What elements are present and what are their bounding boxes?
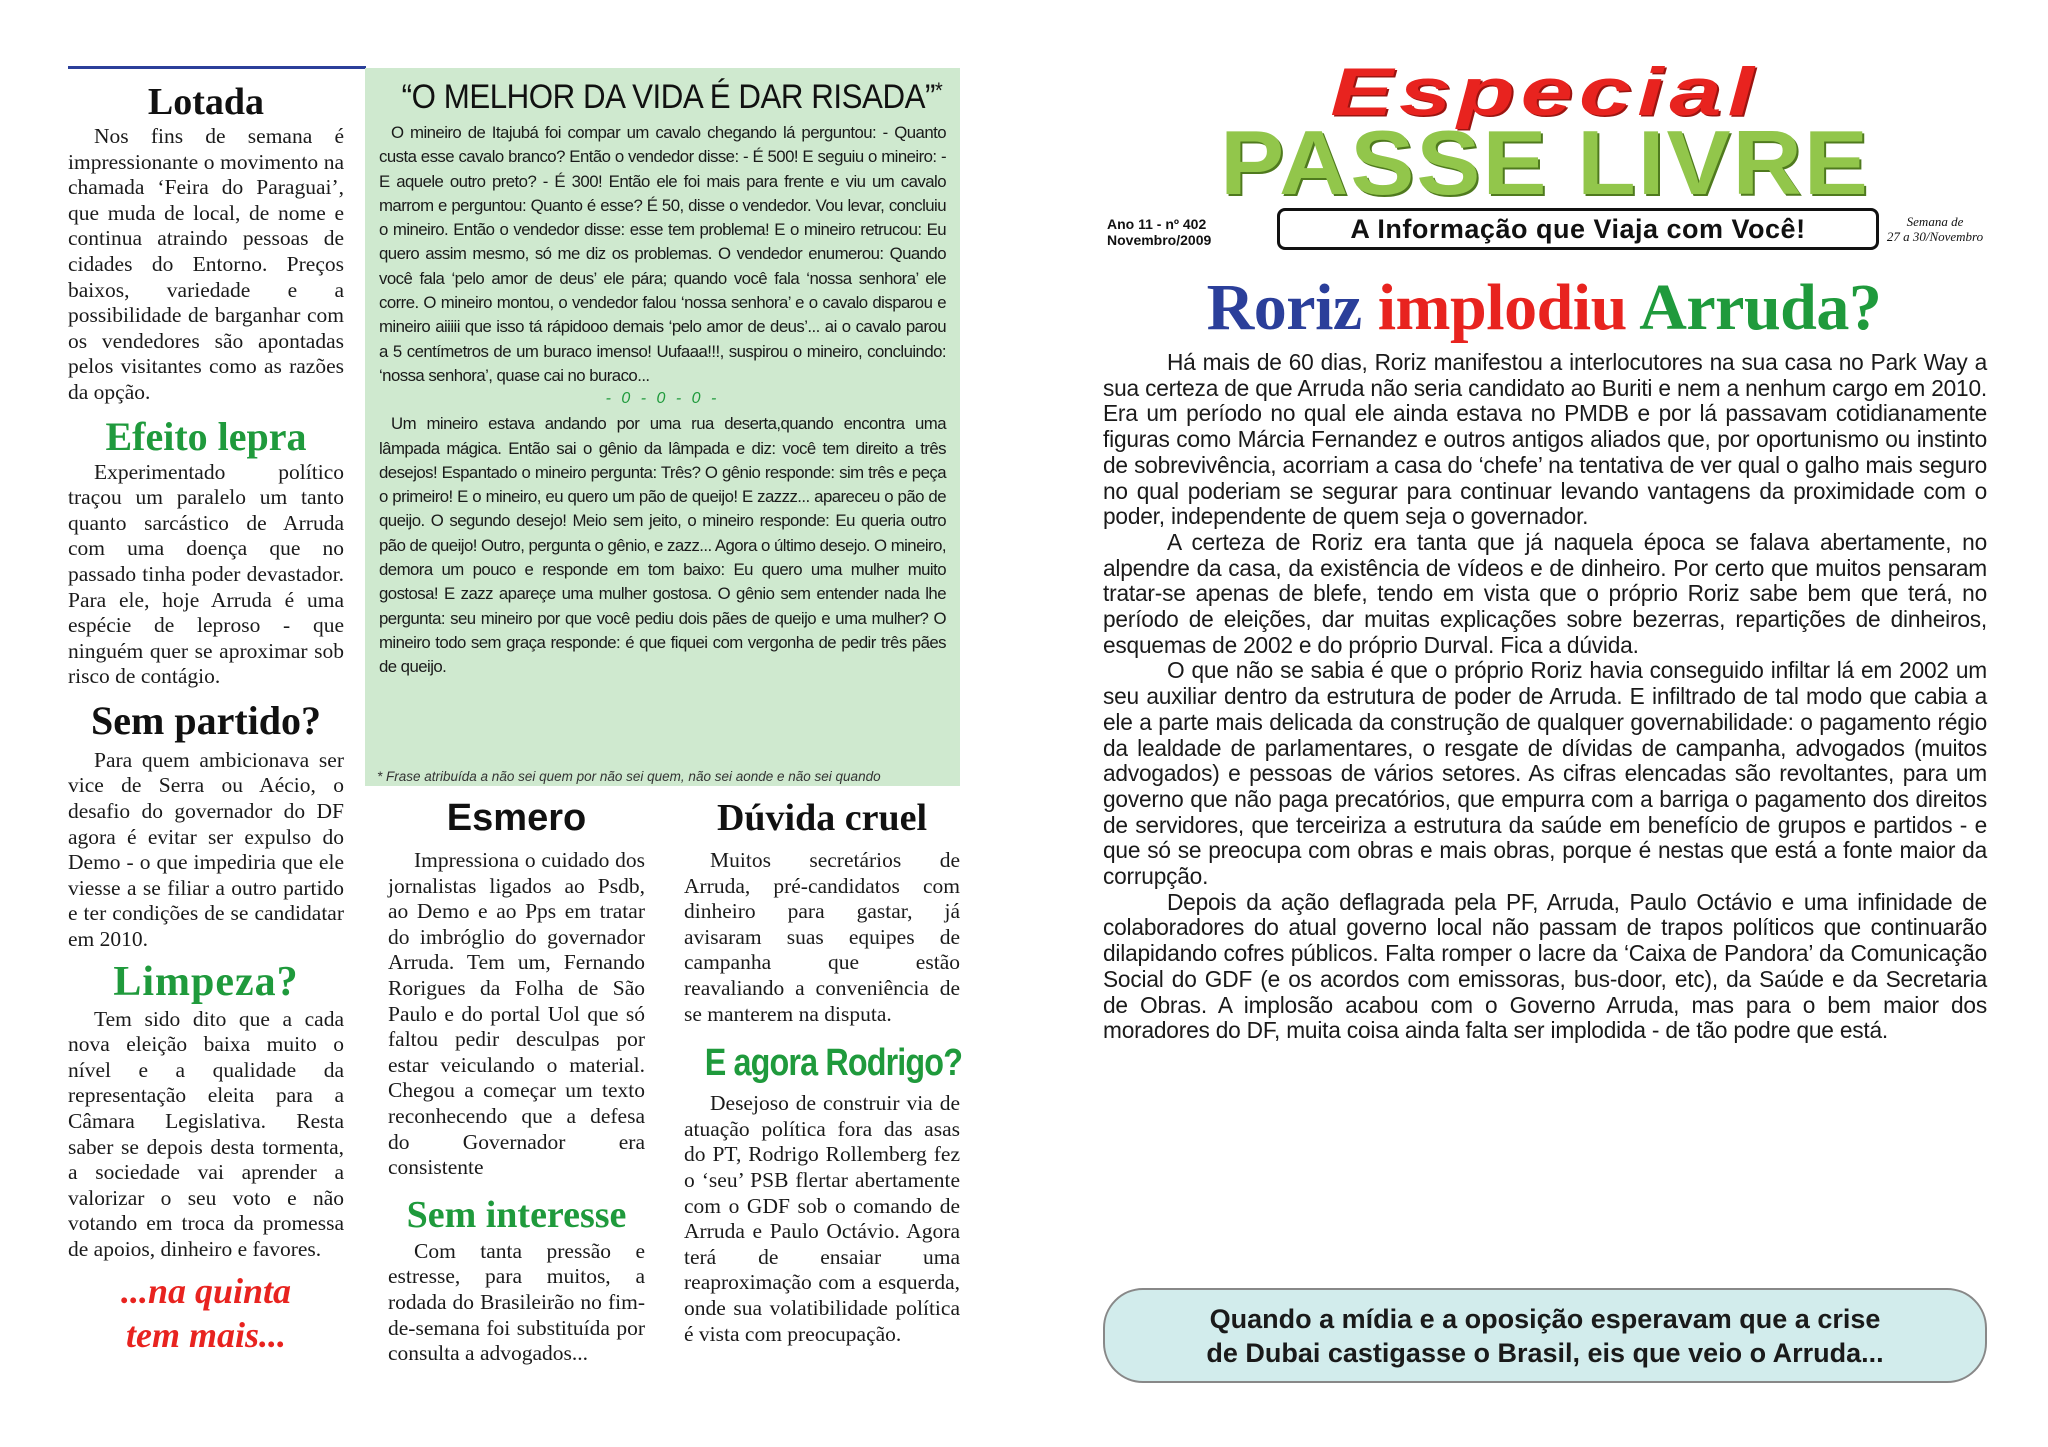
humor-title <box>401 78 943 117</box>
esmero-title: Esmero <box>446 797 587 839</box>
efeito-lepra-title: Efeito lepra <box>105 413 307 459</box>
humor-title-star: * <box>934 78 943 103</box>
article-paragraph-2: A certeza de Roriz era tanta que já naquela época se falava abertamente, no alpendre da casa, da existência de vídeos e de dinheiro. Por certo que muitos pensaram tratar-se apenas de blefe, tendo em vista que o próprio Roriz sabe bem que terá, no período de eleições, dar muitas explicações sobre bezerras, repartições de dinheiros, esquemas de 2002 e do próprio Durval. Fica a dúvida. <box>1103 528 1987 658</box>
sem-interesse-title: Sem interesse <box>406 1193 627 1236</box>
headline-word-implodiu: implodiu <box>1377 271 1627 344</box>
e-agora-rodrigo-title: E agora Rodrigo? <box>704 1042 963 1085</box>
joke-divider: - 0 - 0 - 0 - <box>605 390 720 408</box>
humor-footnote: * Frase atribuída a não sei quem por não sei quem, não sei aonde e não sei quando <box>377 769 881 784</box>
tagline: A Informação que Viaja com Você! <box>1277 208 1879 250</box>
lotada-title: Lotada <box>147 81 265 123</box>
esmero-text: Impressiona o cuidado dos jornalistas ligados ao Psdb, ao Demo e ao Pps em tratar do imbróglio do governador Arruda. Tem um, Fernando Rorigues da Folha de São Paulo e do portal Uol que só faltou pedir desculpas por estar veiculando o material. Chegou a começar um texto reconhecendo que a defesa do Governador era consistente <box>388 848 645 1180</box>
humor-box <box>365 68 960 786</box>
efeito-lepra-text: Experimentado político traçou um paralelo um tanto quanto sarcástico de Arruda com uma doença que no passado tinha poder devastador. Para ele, hoje Arruda é uma espécie de leproso - que ninguém quer se aproximar sob risco de contágio. <box>68 459 344 689</box>
limpeza-text: Tem sido dito que a cada nova eleição baixa muito o nível e a qualidade da representação eleita para a Câmara Legislativa. Resta saber se depois desta tormenta, a sociedade vai aprender a valorizar o seu voto e não votando em troca da promessa de apoios, dinheiro e favores. <box>68 1006 344 1261</box>
left-column <box>68 68 344 1357</box>
main-article <box>1103 350 1987 1044</box>
article-paragraph-1: Há mais de 60 dias, Roriz manifestou a interlocutores na sua casa no Park Way a sua certeza de que Arruda não seria candidato ao Buriti e nem a nenhum cargo em 2010. Era um período no qual ele ainda estava no PMDB e por lá passavam cotidianamente figuras como Márcia Fernandez e outros antigos aliados que, por oportunismo ou instinto de sobrevivência, acorriam a casa do ‘chefe’ na tentativa de ver qual o galho mais seguro no qual poderiam se segurar para continuar levando vantagens da proximidade com o poder, independente de quem seja o governador. <box>1103 349 1987 530</box>
continua-note <box>68 1269 344 1357</box>
issue-month: Novembro/2009 <box>1107 232 1212 248</box>
e-agora-rodrigo-text: Desejoso de construir via de atuação política fora das asas do PT, Rodrigo Rollemberg fez o ‘seu’ PSB flertar abertamente com o GDF sob o comando de Arruda e Paulo Octávio. Agora terá de ensaiar uma reaproximação com a esquerda, onde sua volatibilidade política é vista com preocupação. <box>684 1091 960 1346</box>
continua-line-2: tem mais... <box>126 1314 286 1355</box>
duvida-cruel-title: Dúvida cruel <box>716 797 928 839</box>
article-paragraph-4: Depois da ação deflagrada pela PF, Arruda, Paulo Octávio e uma infinidade de colaboradores do atual governo local não passam de trapos políticos que continuarão dilapidando cofres públicos. Falta romper o lacre da ‘Caixa de Pandora’ da Comunicação Social do GDF (e os acordos com emissoras, bus-door, etc), da Saúde e da Secretaria de Obras. A implosão acabou com o Governo Arruda, mas para o bem maior dos moradores do DF, muita coisa ainda falta ser implodida - de tão podre que está. <box>1103 888 1987 1044</box>
masthead <box>1103 53 1987 260</box>
sem-partido-title: Sem partido? <box>91 697 321 743</box>
issue-number: Ano 11 - nº 402 <box>1107 216 1207 232</box>
callout-box <box>1103 1288 1987 1383</box>
callout-line-2: de Dubai castigasse o Brasil, eis que veio o Arruda... <box>1206 1338 1884 1368</box>
sem-interesse-text: Com tanta pressão e estresse, para muitos, a rodada do Brasileirão no fim-de-semana foi substituída por consulta a advogados... <box>388 1238 645 1366</box>
lotada-text: Nos fins de semana é impressionante o movimento na chamada ‘Feira do Paraguai’, que muda de local, de nome e continua atraindo pessoas de cidades do Entorno. Preços baixos, variedade e a possibilidade de barganhar com os vendedores são apontadas pelos visitantes como as razões da opção. <box>68 124 344 404</box>
continua-line-1: ...na quinta <box>120 1270 292 1311</box>
joke-horse: O mineiro de Itajubá foi compar um cavalo chegando lá perguntou: - Quanto custa esse cavalo branco? Então o vendedor disse: - É 500! E seguiu o mineiro: - E aquele outro preto? - É 300! Então ele foi mais para frente e viu um cavalo marrom e perguntou: Quanto é esse? É 50, disse o vendedor. Vou levar, concluiu o mineiro. Então o vendedor disse: esse tem problema! E o mineiro retrucou: Eu quero assim mesmo, só me diz os problemas. O vendedor enumerou: Quando você fala ‘pelo amor de deus’ ele pára; quando você fala ‘nossa senhora’ ele corre. O mineiro montou, o vendedor falou ‘nossa senhora’ e o cavalo disparou e mineiro aiiiii que isso tá rápidooo demais ‘pelo amor de deus’... ai o cavalo parou a 5 centímetros de um buraco imenso! Uufaaa!!!, suspirou o mineiro, concluindo: ‘nossa senhora’, quase cai no buraco... <box>379 123 946 385</box>
masthead-especial: Especial <box>1330 53 1760 130</box>
sem-partido-text: Para quem ambicionava ser vice de Serra ou Aécio, o desafio do governador do DF agora é evitar ser expulso do Demo - o que impediria que ele viesse a se filiar a outro partido e ter condições de se candidatar em 2010. <box>68 747 344 952</box>
right-narrow-column <box>684 796 963 1347</box>
main-headline <box>1100 272 1988 344</box>
callout-line-1: Quando a mídia e a oposição esperavam que a crise <box>1209 1304 1881 1334</box>
headline-word-arruda: Arruda? <box>1639 271 1882 344</box>
duvida-cruel-text: Muitos secretários de Arruda, pré-candidatos com dinheiro para gastar, já avisaram suas equipes de campanha que estão reavaliando a conveniência de se manterem na disputa. <box>684 848 960 1026</box>
middle-column <box>388 796 645 1367</box>
joke-lamp: Um mineiro estava andando por uma rua deserta,quando encontra uma lâmpada mágica. Então sai o gênio da lâmpada e diz: você tem direito a três desejos! Espantado o mineiro pergunta: Três? O gênio responde: sim três e peça o primeiro! E o mineiro, eu quero um pão de queijo! E zazzz... apareceu o pão de queijo. O segundo desejo! Meio sem jeito, o mineiro responde: Eu queria outro pão de queijo! Outro, pergunta o gênio, e zazz... Agora o último desejo. O mineiro, demora um pouco e responde em tom baixo: Eu quero uma mulher muito gostosa! E zazz apareçe uma mulher gostosa. O gênio sem entender nada lhe pergunta: seu mineiro por que você pediu dois pães de queijo e uma mulher? O mineiro todo sem graça responde: é que fiquei com vergonha de pedir três pães de queijo. <box>379 414 946 677</box>
humor-title-text: “O MELHOR DA VIDA É DAR RISADA” <box>401 78 935 116</box>
masthead-passe-livre: PASSE LIVRE <box>1220 112 1870 214</box>
article-paragraph-3: O que não se sabia é que o próprio Roriz havia conseguido infiltar lá em 2002 um seu auxiliar dentro da estrutura de poder de Arruda. E infiltrado de tal modo que cabia a ele a parte mais delicada da construção de qualquer governabilidade: o pagamento régio da lealdade de parlamentares, o resgate de dívidas de campanha, advogados (muitos advogados) e pessoas de vários setores. As cifras elencadas são revoltantes, para um governo que não paga precatórios, que empurra com a barriga o pagamento dos direitos de servidores, que terceiriza a estrutura da saúde em benefício de grupos e partidos - e que só se preocupa com obras e mais obras, porque é nestas que está a fonte maior da corrupção. <box>1103 657 1987 890</box>
top-rule <box>68 66 366 69</box>
limpeza-title: Limpeza? <box>113 958 299 1005</box>
week-info <box>1885 214 1985 244</box>
week-dates: 27 a 30/Novembro <box>1886 229 1984 244</box>
week-label: Semana de <box>1906 214 1964 229</box>
issue-info <box>1107 216 1211 248</box>
headline-word-roriz: Roriz <box>1206 271 1362 344</box>
